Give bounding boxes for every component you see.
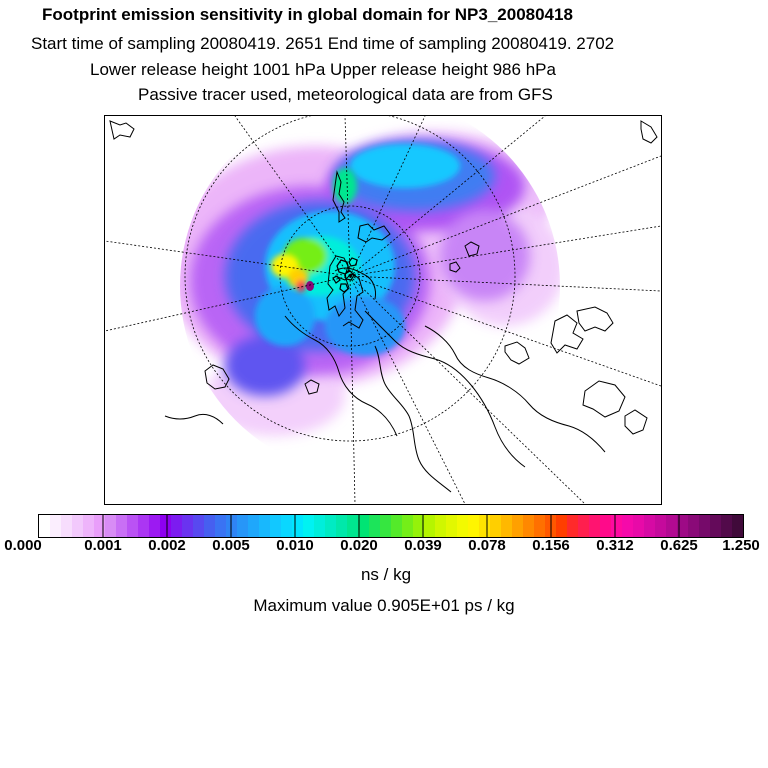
color-scale-swatch bbox=[83, 515, 95, 537]
color-scale-swatch bbox=[501, 515, 513, 537]
color-scale-swatch bbox=[446, 515, 458, 537]
color-scale-swatch bbox=[325, 515, 337, 537]
color-scale-tick-label: 0.000 bbox=[4, 537, 42, 554]
color-scale-swatch bbox=[479, 515, 491, 537]
color-scale-swatch bbox=[402, 515, 414, 537]
color-scale-swatch bbox=[336, 515, 348, 537]
color-scale-swatch bbox=[589, 515, 601, 537]
color-scale-swatch bbox=[160, 515, 172, 537]
color-scale-swatch bbox=[688, 515, 700, 537]
color-scale-swatch bbox=[270, 515, 282, 537]
color-scale-swatch bbox=[710, 515, 722, 537]
color-scale-swatch bbox=[699, 515, 711, 537]
color-scale-swatch bbox=[215, 515, 227, 537]
color-scale-swatch bbox=[61, 515, 73, 537]
color-scale-tick-label: 0.039 bbox=[404, 537, 442, 554]
maximum-value-label: Maximum value 0.905E+01 ps / kg bbox=[253, 596, 515, 615]
color-scale-tick-label: 0.020 bbox=[340, 537, 378, 554]
color-scale-swatch bbox=[655, 515, 667, 537]
color-scale-swatch bbox=[578, 515, 590, 537]
color-scale-tick-label: 0.078 bbox=[468, 537, 506, 554]
color-scale-tick-label: 0.005 bbox=[212, 537, 250, 554]
color-scale-swatch bbox=[347, 515, 359, 537]
release-height-line: Lower release height 1001 hPa Upper release height 986 hPa bbox=[90, 60, 556, 79]
color-scale-swatch bbox=[732, 515, 743, 537]
color-scale-swatch bbox=[138, 515, 150, 537]
color-scale-tick-label: 0.001 bbox=[84, 537, 122, 554]
color-scale-swatch bbox=[193, 515, 205, 537]
color-scale-swatch bbox=[633, 515, 645, 537]
color-scale-swatches bbox=[39, 515, 743, 537]
color-scale-swatch bbox=[171, 515, 183, 537]
color-scale-swatch bbox=[391, 515, 403, 537]
map-canvas bbox=[105, 116, 661, 504]
color-scale-swatch bbox=[644, 515, 656, 537]
color-scale-tick-label: 1.250 bbox=[722, 537, 760, 554]
color-scale-swatch bbox=[94, 515, 106, 537]
color-scale-swatch bbox=[567, 515, 579, 537]
color-scale-swatch bbox=[116, 515, 128, 537]
color-scale-tick-label: 0.002 bbox=[148, 537, 186, 554]
color-scale-tick-label: 0.156 bbox=[532, 537, 570, 554]
color-scale-swatch bbox=[281, 515, 293, 537]
color-scale-bar bbox=[38, 514, 744, 538]
map-title: Footprint emission sensitivity in global domain for NP3_20080418 bbox=[42, 5, 573, 24]
color-scale-swatch bbox=[611, 515, 623, 537]
color-scale-swatch bbox=[490, 515, 502, 537]
color-scale-swatch bbox=[204, 515, 216, 537]
color-scale-swatch bbox=[358, 515, 370, 537]
color-scale-tick-label: 0.010 bbox=[276, 537, 314, 554]
color-scale-swatch bbox=[149, 515, 161, 537]
color-scale-swatch bbox=[380, 515, 392, 537]
color-scale-swatch bbox=[556, 515, 568, 537]
color-scale-swatch bbox=[259, 515, 271, 537]
color-scale-swatch bbox=[72, 515, 84, 537]
color-scale-swatch bbox=[50, 515, 62, 537]
color-scale-swatch bbox=[248, 515, 260, 537]
color-scale-swatch bbox=[523, 515, 535, 537]
color-scale-swatch bbox=[105, 515, 117, 537]
color-scale-tick-label: 0.312 bbox=[596, 537, 634, 554]
color-scale-swatch bbox=[600, 515, 612, 537]
color-scale-swatch bbox=[721, 515, 733, 537]
color-scale-swatch bbox=[512, 515, 524, 537]
color-scale-swatch bbox=[666, 515, 678, 537]
color-scale-swatch bbox=[237, 515, 249, 537]
emission-sensitivity-field bbox=[165, 131, 565, 436]
color-scale-swatch bbox=[424, 515, 436, 537]
color-scale-swatch bbox=[622, 515, 634, 537]
color-scale-unit: ns / kg bbox=[360, 565, 412, 584]
color-scale-swatch bbox=[534, 515, 546, 537]
color-scale-swatch bbox=[468, 515, 480, 537]
sampling-time-line: Start time of sampling 20080419. 2651 End time of sampling 20080419. 2702 bbox=[31, 34, 615, 53]
color-scale-swatch bbox=[39, 515, 51, 537]
tracer-info-line: Passive tracer used, meteorological data are from GFS bbox=[138, 85, 553, 104]
color-scale-swatch bbox=[435, 515, 447, 537]
color-scale-swatch bbox=[369, 515, 381, 537]
color-scale-swatch bbox=[292, 515, 304, 537]
footprint-map bbox=[104, 115, 662, 505]
color-scale-swatch bbox=[457, 515, 469, 537]
color-scale-swatch bbox=[182, 515, 194, 537]
color-scale-swatch bbox=[314, 515, 326, 537]
color-scale-swatch bbox=[303, 515, 315, 537]
color-scale-tick-label: 0.625 bbox=[660, 537, 698, 554]
color-scale-swatch bbox=[127, 515, 139, 537]
color-scale-swatch bbox=[226, 515, 238, 537]
